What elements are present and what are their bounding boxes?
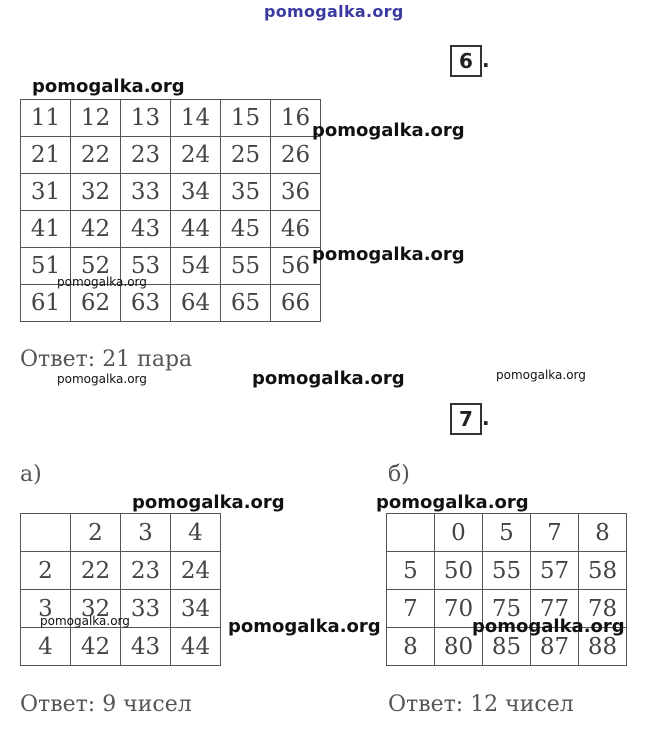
table-cell: 43 [121,211,171,248]
watermark: pomogalka.org [496,368,586,382]
table-cell: 50 [435,552,483,590]
table-cell: 64 [171,285,221,322]
table-cell: 2 [71,514,121,552]
watermark: pomogalka.org [57,372,147,386]
table-cell [21,514,71,552]
table-cell: 34 [171,590,221,628]
task7-part-a-grid [20,513,221,666]
table-cell: 41 [21,211,71,248]
table-cell: 58 [579,552,627,590]
table-cell: 31 [21,174,71,211]
table-cell: 3 [21,590,71,628]
table-cell: 0 [435,514,483,552]
table-row [21,628,221,666]
table-cell: 35 [221,174,271,211]
table-row [387,514,627,552]
table-cell: 22 [71,552,121,590]
table-cell: 55 [221,248,271,285]
table-cell: 5 [387,552,435,590]
table-cell: 62 [71,285,121,322]
watermark: pomogalka.org [312,120,465,141]
table-cell: 85 [483,628,531,666]
table-cell: 54 [171,248,221,285]
table-row [21,211,321,248]
table-cell: 11 [21,100,71,137]
watermark: pomogalka.org [252,368,405,389]
table-cell: 13 [121,100,171,137]
table-cell: 44 [171,211,221,248]
table-cell: 14 [171,100,221,137]
table-cell: 3 [121,514,171,552]
table-cell: 7 [387,590,435,628]
table-cell: 2 [21,552,71,590]
table-cell: 46 [271,211,321,248]
table-cell: 75 [483,590,531,628]
table-row [21,514,221,552]
table-cell: 33 [121,590,171,628]
task7-part-b-answer: Ответ: 12 чисел [388,692,574,717]
table-cell: 87 [531,628,579,666]
table-cell: 56 [271,248,321,285]
table-cell: 42 [71,628,121,666]
task7-part-a-label: а) [20,462,42,487]
table-cell: 26 [271,137,321,174]
watermark: pomogalka.org [40,614,130,628]
table-cell: 55 [483,552,531,590]
watermark: pomogalka.org [376,492,529,513]
task7-part-b-label: б) [388,462,410,487]
table-cell: 65 [221,285,271,322]
table-cell [387,514,435,552]
watermark: pomogalka.org [228,616,381,637]
table-cell: 52 [71,248,121,285]
table-cell: 36 [271,174,321,211]
table-cell: 33 [121,174,171,211]
table-cell: 4 [171,514,221,552]
table-cell: 32 [71,174,121,211]
task6-answer: Ответ: 21 пара [20,347,193,372]
table-cell: 57 [531,552,579,590]
table-cell: 24 [171,552,221,590]
table-cell: 51 [21,248,71,285]
watermark: pomogalka.org [472,616,625,637]
table-cell: 70 [435,590,483,628]
watermark: pomogalka.org [57,275,147,289]
task7-part-a-answer: Ответ: 9 чисел [20,692,192,717]
table-cell: 63 [121,285,171,322]
table-cell: 21 [21,137,71,174]
table-cell: 8 [387,628,435,666]
table-cell: 22 [71,137,121,174]
table-cell: 78 [579,590,627,628]
table-cell: 61 [21,285,71,322]
table-cell: 7 [531,514,579,552]
task6-number-box: 6 [450,45,482,77]
table-cell: 88 [579,628,627,666]
table-cell: 44 [171,628,221,666]
table-cell: 32 [71,590,121,628]
table-row [21,174,321,211]
task6-number-dot: . [482,48,490,72]
table-cell: 25 [221,137,271,174]
watermark: pomogalka.org [312,244,465,265]
table-cell: 53 [121,248,171,285]
table-cell: 23 [121,552,171,590]
watermark: pomogalka.org [132,492,285,513]
table-cell: 66 [271,285,321,322]
watermark-top: pomogalka.org [264,2,404,21]
table-cell: 45 [221,211,271,248]
table-cell: 12 [71,100,121,137]
table-row [21,552,221,590]
table-row [21,285,321,322]
table-cell: 15 [221,100,271,137]
table-row [21,100,321,137]
table-cell: 80 [435,628,483,666]
table-cell: 23 [121,137,171,174]
task7-number-dot: . [482,406,490,430]
table-cell: 24 [171,137,221,174]
table-cell: 77 [531,590,579,628]
watermark: pomogalka.org [32,76,185,97]
task7-number-box: 7 [450,403,482,435]
table-cell: 16 [271,100,321,137]
table-cell: 43 [121,628,171,666]
table-cell: 5 [483,514,531,552]
table-cell: 34 [171,174,221,211]
table-cell: 4 [21,628,71,666]
table-cell: 8 [579,514,627,552]
task7-part-b-grid [386,513,627,666]
table-cell: 42 [71,211,121,248]
table-row [21,137,321,174]
table-row [387,552,627,590]
